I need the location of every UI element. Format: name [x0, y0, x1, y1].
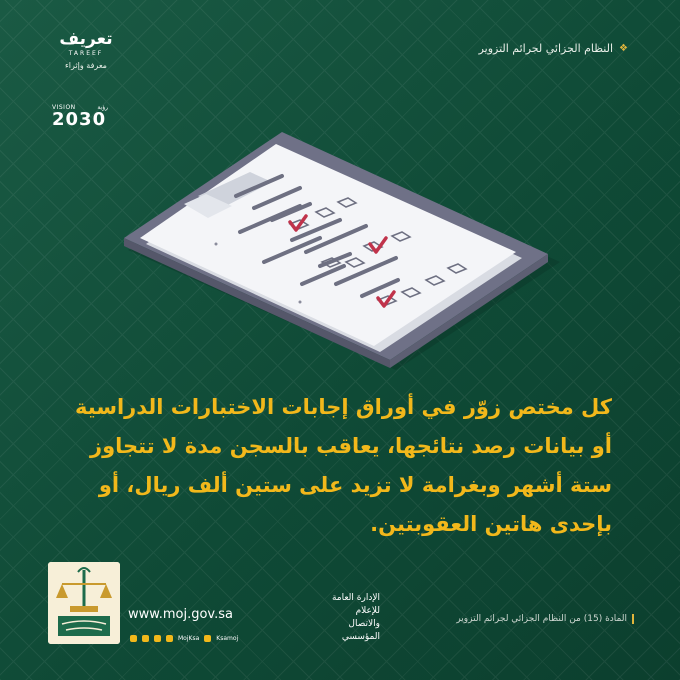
- main-text-line-4: بإحدى هاتين العقوبتين.: [370, 512, 612, 536]
- linkedin-icon[interactable]: [166, 635, 173, 642]
- department-line-1: الإدارة العامة للإعلام: [331, 593, 380, 616]
- tareef-logo-en: TAREEF: [68, 50, 104, 57]
- instagram-icon[interactable]: [142, 635, 149, 642]
- article-reference-text: المادة (15) من النظام الجزائي لجرائم التزوير: [456, 614, 627, 624]
- article-reference: [456, 614, 634, 624]
- website-link[interactable]: www.moj.gov.sa: [128, 607, 233, 622]
- header-title-text: النظام الجزائي لجرائم التزوير: [478, 42, 614, 55]
- accent-bar: [632, 614, 634, 624]
- social-handle-2: Ksamoj: [216, 635, 239, 642]
- social-handle-1: MojKsa: [178, 635, 200, 642]
- justice-scale-icon: [48, 562, 120, 644]
- department-line-2: والاتصال المؤسسي: [341, 619, 380, 642]
- main-statement: [52, 388, 612, 544]
- vision-label: VISION: [52, 104, 76, 111]
- vision-year: 2030: [52, 109, 107, 130]
- youtube-icon[interactable]: [204, 635, 211, 642]
- main-text-line-1: كل مختص زوّر في أوراق إجابات الاختبارات الدراسية: [75, 395, 612, 419]
- ministry-emblem: [48, 562, 120, 644]
- footer-left: [48, 562, 233, 644]
- paper-dot: [215, 243, 218, 246]
- snapchat-icon[interactable]: [154, 635, 161, 642]
- department-name: [310, 592, 380, 644]
- vision-label-ar: رؤية: [97, 104, 108, 111]
- social-icons: [130, 635, 238, 642]
- main-text-line-3: ستة أشهر وبغرامة لا تزيد على ستين ألف ريال، أو: [98, 473, 612, 497]
- main-text-line-2: أو بيانات رصد نتائجها، يعاقب بالسجن مدة لا تتجاوز: [89, 434, 612, 458]
- twitter-icon[interactable]: [130, 635, 137, 642]
- paper-dot: [299, 301, 302, 304]
- tareef-logo-ar: تعريف: [59, 29, 113, 49]
- diamond-icon: ❖: [619, 43, 628, 54]
- tareef-tagline: معرفة وإثراء: [65, 61, 107, 70]
